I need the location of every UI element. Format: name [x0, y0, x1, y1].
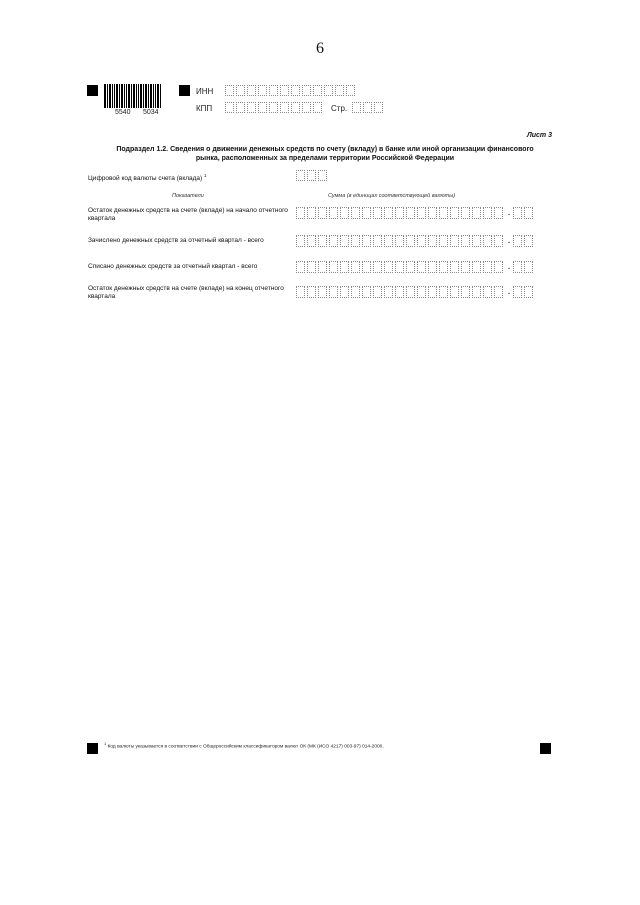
sheet-label: Лист 3	[526, 132, 552, 139]
currency-code-footnote-ref: 1	[204, 173, 207, 178]
barcode	[104, 84, 164, 122]
page-number: 6	[316, 40, 324, 57]
footnote-ref: 1	[104, 741, 107, 746]
currency-code-label	[88, 173, 207, 182]
inn-field[interactable]	[225, 85, 357, 97]
decimal-point: .	[507, 286, 511, 297]
amount-field-credited[interactable]	[296, 234, 535, 248]
currency-code-field[interactable]	[296, 170, 329, 182]
decimal-point: .	[507, 235, 511, 246]
column-header-amount: Сумма (в единицах соответствующей валюты)	[328, 193, 456, 199]
row-label-opening-balance: Остаток денежных средств на счете (вкладе) на начало отчетного квартала	[88, 207, 288, 222]
kpp-field[interactable]	[225, 102, 324, 114]
row-label-debited: Списано денежных средств за отчетный квартал - всего	[88, 263, 258, 270]
kpp-label: КПП	[196, 104, 213, 113]
inn-label: ИНН	[196, 87, 214, 96]
barcode-bars	[104, 84, 164, 110]
decimal-point: .	[507, 207, 511, 218]
row-label-credited: Зачислено денежных средств за отчетный квартал - всего	[88, 237, 264, 244]
footnote-text: Код валюты указывается в соответствии с Общероссийским классификатором валют ОК (МК (ИСО 4217) 003-97) 014-2000.	[107, 744, 384, 750]
decimal-point: .	[507, 261, 511, 272]
barcode-digits-right: 5034	[143, 109, 159, 116]
corner-marker-top-right	[179, 85, 190, 96]
section-title: Подраздел 1.2. Сведения о движении денежных средств по счету (вкладу) в банке или иной организации финансового рынка, расположенных за пределами территории Российской Федерации	[116, 146, 534, 162]
row-label-closing-balance: Остаток денежных средств на счете (вкладе) на конец отчетного квартала	[88, 285, 284, 300]
footnote	[104, 741, 384, 750]
amount-field-closing-balance[interactable]	[296, 285, 535, 299]
page-field[interactable]	[352, 102, 385, 114]
currency-code-label-text: Цифровой код валюты счета (вклада)	[88, 175, 203, 183]
amount-field-debited[interactable]	[296, 260, 535, 274]
corner-marker-bottom-left	[87, 743, 98, 754]
column-header-indicators: Показатели	[172, 193, 204, 199]
corner-marker-bottom-right	[540, 743, 551, 754]
amount-field-opening-balance[interactable]	[296, 206, 535, 220]
barcode-digits-left: 5540	[115, 109, 131, 116]
page-label: Стр.	[331, 104, 348, 113]
corner-marker-top-left	[87, 85, 98, 96]
